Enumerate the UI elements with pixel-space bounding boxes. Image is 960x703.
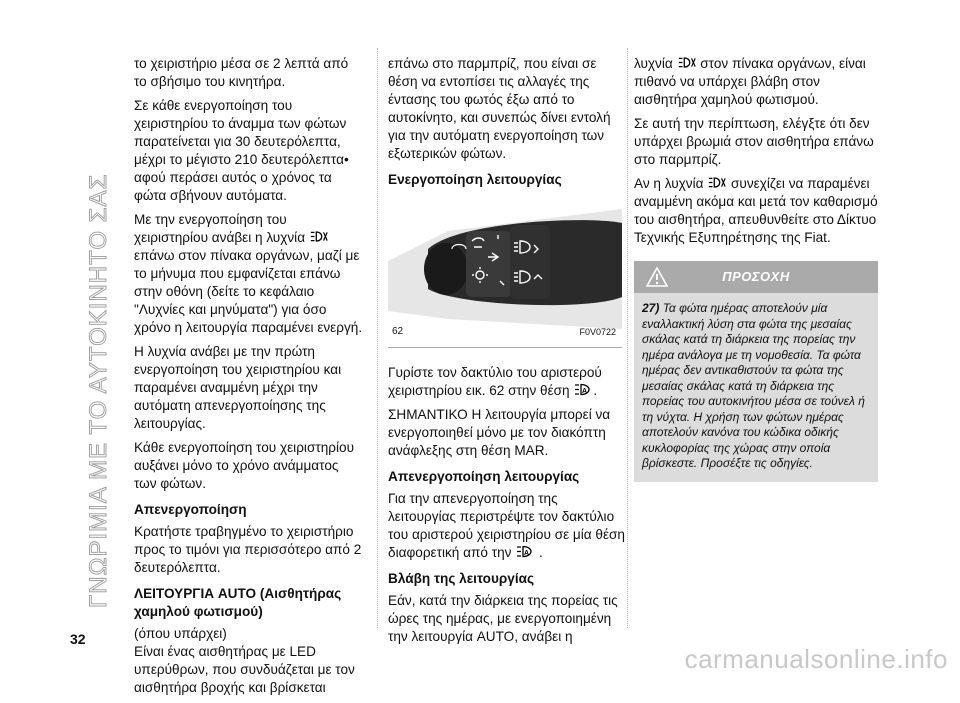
paragraph-text: λυχνία [634, 56, 673, 71]
figure-code: F0V0722 [579, 327, 616, 337]
warning-title: ΠΡΟΣΟΧΗ [722, 269, 790, 284]
paragraph [634, 175, 879, 247]
paragraph: Είναι ένας αισθητήρας με LED υπερύθρων, που συνδυάζεται με τον αισθητήρα βροχής και βρίσκεται [134, 644, 355, 695]
paragraph: Εάν, κατά την διάρκεια της πορείας τις ώρες της ημέρας, με ενεργοποιημένη την λειτουργία AUTO, ανάβει η [388, 593, 618, 644]
paragraph: Η λυχνία ανάβει με την πρώτη ενεργοποίηση του χειριστηρίου και παραμένει αναμμένη μέχρι την αυτόματη απενεργοποίησης της λειτουργίας. [134, 344, 342, 431]
paragraph-text: συνεχίζει να παραμένει αναμμένη ακόμα και μετά τον καθαρισμό του αισθητήρα, απευθυνθείτε στο Δίκτυο Τεχνικής Εξυπηρέτησης της Fiat. [634, 176, 878, 245]
figure-number: 62 [392, 326, 404, 337]
paragraph [388, 490, 628, 562]
svg-text:A: A [582, 388, 588, 395]
watermark: carmanualsonline.info [684, 644, 948, 674]
auto-light-icon [573, 383, 593, 396]
section-heading: Απενεργοποίηση λειτουργίας [388, 469, 580, 484]
column-1 [134, 55, 364, 703]
paragraph [134, 211, 364, 337]
section-heading: Απενεργοποίηση [134, 502, 247, 517]
side-section-title [84, 18, 114, 618]
warning-header [634, 261, 878, 293]
column-divider [377, 48, 378, 628]
svg-text:A: A [524, 550, 530, 557]
paragraph-text: Για την απενεργοποίηση της λειτουργίας περιστρέψτε τον δακτύλιο του αριστερού χειριστηρίου σε μία θέση διαφορετική από την [388, 491, 625, 560]
paragraph: Σε αυτή την περίπτωση, ελέγξτε ότι δεν υπάρχει βρωμιά στον αισθητήρα επάνω στο παρμπρίζ. [634, 116, 874, 167]
figure-light-stalk [388, 201, 622, 348]
paragraph-text: επάνω στον πίνακα οργάνων, μαζί με το μήνυμα που εμφανίζεται επάνω στην οθόνη (δείτε το κεφάλαιο "Λυχνίες και μηνύματα") για όσο χρόνο η λειτουργία παραμένει ενεργή. [134, 248, 363, 335]
auto-light-icon [515, 545, 535, 558]
paragraph: Κρατήστε τραβηγμένο το χειριστήριο προς το τιμόνι για περισσότερο από 2 δευτερόλεπτα. [134, 524, 362, 575]
paragraph-text: στον πίνακα οργάνων, είναι πιθανό να υπάρχει βλάβη στον αισθητήρα χαμηλού φωτισμού. [634, 56, 866, 107]
paragraph-text: . [593, 383, 598, 398]
paragraph: Σε κάθε ενεργοποίηση του χειριστηρίου το άναμμα των φώτων παρατείνεται για 30 δευτερόλεπτα, μέχρι το μέγιστο 210 δευτερόλεπτα• αφού περάσει αυτός ο χρόνος τα φώτα σβήνουν αυτόματα. [134, 98, 349, 203]
warning-triangle-icon [646, 267, 668, 287]
paragraph: ΣΗΜΑΝΤΙΚΟ Η λειτουργία μπορεί να ενεργοποιηθεί μόνο με τον διακόπτη ανάφλεξης στη θέση MAR. [388, 407, 611, 458]
warning-number: 27) [642, 301, 660, 315]
warning-body [634, 293, 878, 482]
paragraph-text: . [539, 545, 543, 560]
warning-text: Τα φώτα ημέρας αποτελούν μία εναλλακτική λύση στα φώτα της μεσαίας σκάλας κατά τη διάρκεια της πορείας την ημέρα ανάλογα με τη νομοθεσία. Τα φώτα ημέρας δεν αντικαθιστούν τα φώτα της μεσαίας σκάλας κατά τη διάρκεια της πορείας του αυτοκινήτου μέσα σε τούνελ ή τη νύχτα. Η χρήση των φώτων ημέρας αποτελούν κανόνα του κώδικα οδικής κυκλοφορίας της χώρας στην οποία βρίσκεστε. Προσέξτε τις οδηγίες. [642, 301, 865, 470]
side-title-text: ΓΝΩΡΙΜΙΑ ΜΕ ΤΟ ΑΥΤΟΚΙΝΗΤΟ ΣΑΣ [85, 173, 112, 608]
section-heading: ΛΕΙΤΟΥΡΓΙΑ AUTO (Αισθητήρας χαμηλού φωτισμού) [134, 586, 342, 619]
warning-box [634, 261, 878, 482]
follow-me-lamp-icon [309, 230, 329, 243]
follow-me-lamp-icon [677, 56, 697, 69]
section-heading: Ενεργοποίηση λειτουργίας [388, 172, 562, 187]
paragraph: το χειριστήριο μέσα σε 2 λεπτά από το σβήσιμο του κινητήρα. [134, 56, 349, 89]
paragraph [634, 55, 879, 109]
paragraph [388, 364, 628, 400]
page-number: 32 [70, 631, 86, 647]
follow-me-lamp-icon [707, 176, 727, 189]
column-3 [634, 55, 879, 482]
paragraph-text: Αν η λυχνία [634, 176, 704, 191]
paragraph: επάνω στο παρμπρίζ, που είναι σε θέση να εντοπίσει τις αλλαγές της έντασης του φωτός έξω από το αυτοκίνητο, και συνεπώς δίνει εντολή για την αυτόματη ενεργοποίηση των εξωτερικών φώτων. [388, 56, 611, 161]
paragraph: Κάθε ενεργοποίηση του χειριστηρίου αυξάνει μόνο το χρόνο ανάμματος των φώτων. [134, 440, 355, 491]
paragraph: (όπου υπάρχει) [134, 626, 227, 641]
section-heading: Βλάβη της λειτουργίας [388, 571, 535, 586]
column-2 [388, 55, 628, 652]
paragraph-text: Γυρίστε τον δακτύλιο του αριστερού χειριστηρίου εικ. 62 στην θέση [388, 365, 602, 398]
paragraph-text: Με την ενεργοποίηση του χειριστηρίου ανάβει η λυχνία [134, 212, 306, 245]
